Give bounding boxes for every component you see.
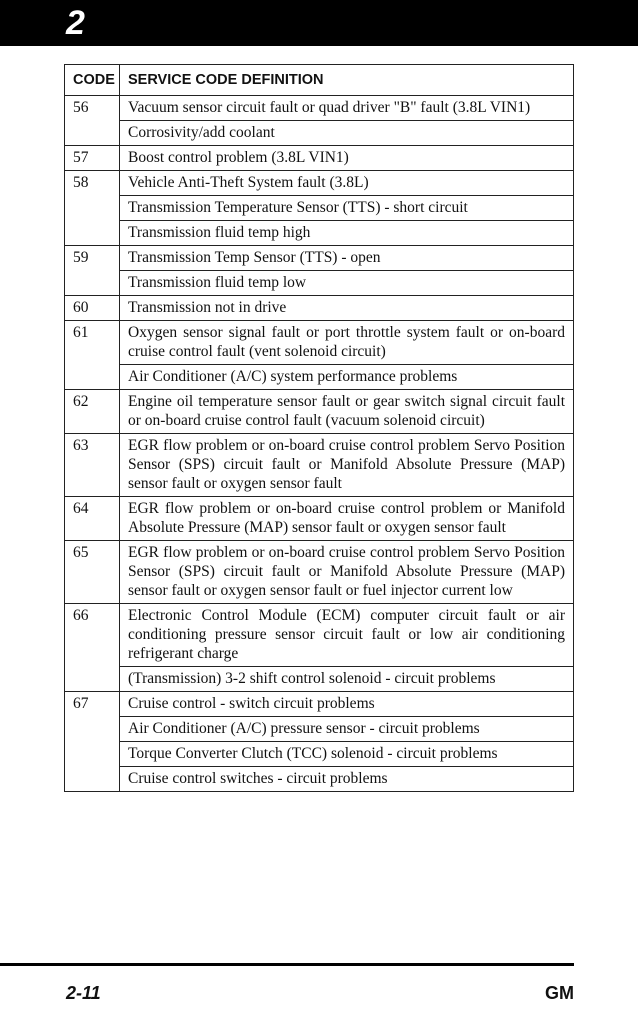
code-definition: Air Conditioner (A/C) pressure sensor - circuit problems (120, 717, 574, 742)
service-code: 57 (65, 146, 120, 171)
code-definition: Vacuum sensor circuit fault or quad driver "B" fault (3.8L VIN1) (120, 96, 574, 121)
chapter-header-bar (0, 0, 638, 46)
code-definition: Transmission not in drive (120, 296, 574, 321)
code-definition: (Transmission) 3-2 shift control solenoid - circuit problems (120, 667, 574, 692)
table-body (65, 96, 574, 792)
code-definition: Cruise control switches - circuit problems (120, 767, 574, 792)
code-definition: Boost control problem (3.8L VIN1) (120, 146, 574, 171)
table-row (65, 717, 574, 742)
code-definition: Transmission Temperature Sensor (TTS) - short circuit (120, 196, 574, 221)
table-row (65, 390, 574, 434)
code-definition: Air Conditioner (A/C) system performance problems (120, 365, 574, 390)
table-row (65, 541, 574, 604)
service-code: 61 (65, 321, 120, 390)
service-code: 60 (65, 296, 120, 321)
code-definition: Oxygen sensor signal fault or port throttle system fault or on-board cruise control fault (vent solenoid circuit) (120, 321, 574, 365)
table-row (65, 171, 574, 196)
chapter-number: 2 (66, 4, 85, 42)
vehicle-make: GM (545, 983, 574, 1003)
service-code: 59 (65, 246, 120, 296)
page-number: 2-11 (66, 983, 101, 1003)
column-header-code: CODE (65, 65, 120, 96)
table-row (65, 767, 574, 792)
table-row (65, 221, 574, 246)
table-row (65, 121, 574, 146)
service-code-table (64, 64, 574, 792)
service-code: 58 (65, 171, 120, 246)
service-code: 66 (65, 604, 120, 692)
column-header-definition: SERVICE CODE DEFINITION (120, 65, 574, 96)
table-row (65, 604, 574, 667)
code-definition: Cruise control - switch circuit problems (120, 692, 574, 717)
table-row (65, 497, 574, 541)
service-code: 64 (65, 497, 120, 541)
table-row (65, 321, 574, 365)
code-definition: Vehicle Anti-Theft System fault (3.8L) (120, 171, 574, 196)
service-code: 65 (65, 541, 120, 604)
code-definition: Transmission Temp Sensor (TTS) - open (120, 246, 574, 271)
table-row (65, 196, 574, 221)
table-row (65, 667, 574, 692)
table-row (65, 434, 574, 497)
service-code: 56 (65, 96, 120, 146)
table-row (65, 365, 574, 390)
service-code: 67 (65, 692, 120, 792)
table-row (65, 271, 574, 296)
table-row (65, 146, 574, 171)
code-definition: Transmission fluid temp low (120, 271, 574, 296)
table-header-row (65, 65, 574, 96)
code-definition: EGR flow problem or on-board cruise control problem or Manifold Absolute Pressure (MAP) sensor fault or oxygen sensor fault (120, 497, 574, 541)
code-definition: Engine oil temperature sensor fault or gear switch signal circuit fault or on-board cruise control fault (vacuum solenoid circuit) (120, 390, 574, 434)
service-code: 63 (65, 434, 120, 497)
service-code: 62 (65, 390, 120, 434)
code-definition: EGR flow problem or on-board cruise control problem Servo Position Sensor (SPS) circuit fault or Manifold Absolute Pressure (MAP) sensor fault or oxygen sensor fault or fuel injector current low (120, 541, 574, 604)
table-row (65, 96, 574, 121)
code-definition: Electronic Control Module (ECM) computer circuit fault or air conditioning pressure sensor circuit fault or low air conditioning refrigerant charge (120, 604, 574, 667)
table-row (65, 742, 574, 767)
footer-rule (0, 963, 574, 966)
code-definition: EGR flow problem or on-board cruise control problem Servo Position Sensor (SPS) circuit fault or Manifold Absolute Pressure (MAP) sensor fault or oxygen sensor fault (120, 434, 574, 497)
table-row (65, 296, 574, 321)
code-definition: Torque Converter Clutch (TCC) solenoid - circuit problems (120, 742, 574, 767)
table-row (65, 692, 574, 717)
code-definition: Corrosivity/add coolant (120, 121, 574, 146)
table-row (65, 246, 574, 271)
code-definition: Transmission fluid temp high (120, 221, 574, 246)
